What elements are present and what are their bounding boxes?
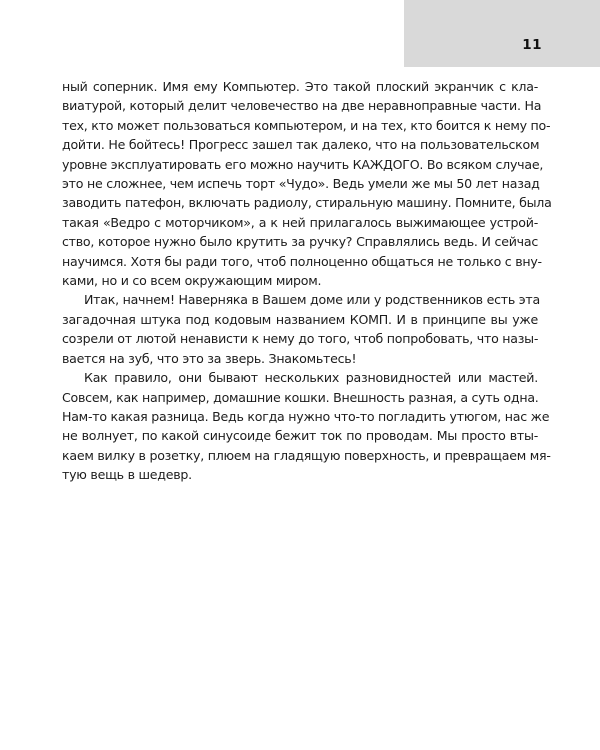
text-line: Как правило, они бывают нескольких разновидностей или мастей. (84, 370, 538, 386)
text-line: Нам-то какая разница. Ведь когда нужно что-то погладить утюгом, нас же (62, 408, 550, 424)
text-line: Совсем, как например, домашние кошки. Внешность разная, а суть одна. (62, 389, 539, 405)
page-number-tab (404, 0, 600, 67)
text-line: научимся. Хотя бы ради того, чтоб полноценно общаться не только с вну- (62, 253, 542, 269)
text-line: дойти. Не бойтесь! Прогресс зашел так далеко, что на пользовательском (62, 137, 540, 153)
text-line: виатурой, который делит человечество на две неравноправные части. На (62, 98, 542, 114)
text-line: уровне эксплуатировать его можно научить КАЖДОГО. Во всяком случае, (62, 156, 544, 172)
paragraph-2 (62, 290, 538, 368)
text-line: такая «Ведро с моторчиком», а к ней прилагалось выжимающее устрой- (62, 214, 538, 230)
text-line: созрели от лютой ненависти к нему до того, чтоб попробовать, что назы- (62, 331, 539, 347)
paragraph-3 (62, 368, 551, 484)
paragraph-1 (62, 77, 552, 290)
text-line: не волнует, по какой синусоиде бежит ток по проводам. Мы просто вты- (62, 428, 538, 444)
text-line: загадочная штука под кодовым названием КОМП. И в принципе вы уже (62, 311, 538, 327)
text-line: это не сложнее, чем испечь торт «Чудо». Ведь умели же мы 50 лет назад (62, 176, 540, 192)
text-line: Итак, начнем! Наверняка в Вашем доме или у родственников есть эта (84, 292, 540, 308)
text-line: ками, но и со всем окружающим миром. (62, 273, 322, 289)
body-text (62, 77, 552, 485)
page-number: 11 (522, 37, 542, 53)
text-line: каем вилку в розетку, плюем на гладящую поверхность, и превращаем мя- (62, 447, 551, 463)
text-line: ство, которое нужно было крутить за ручку? Справлялись ведь. И сейчас (62, 234, 538, 250)
text-line: тех, кто может пользоваться компьютером, и на тех, кто боится к нему по- (62, 117, 551, 133)
text-line: ный соперник. Имя ему Компьютер. Это такой плоский экранчик с кла- (62, 79, 538, 94)
text-line: тую вещь в шедевр. (62, 467, 192, 483)
text-line: вается на зуб, что это за зверь. Знакомьтесь! (62, 350, 357, 366)
text-line: заводить патефон, включать радиолу, стиральную машину. Помните, была (62, 195, 552, 211)
